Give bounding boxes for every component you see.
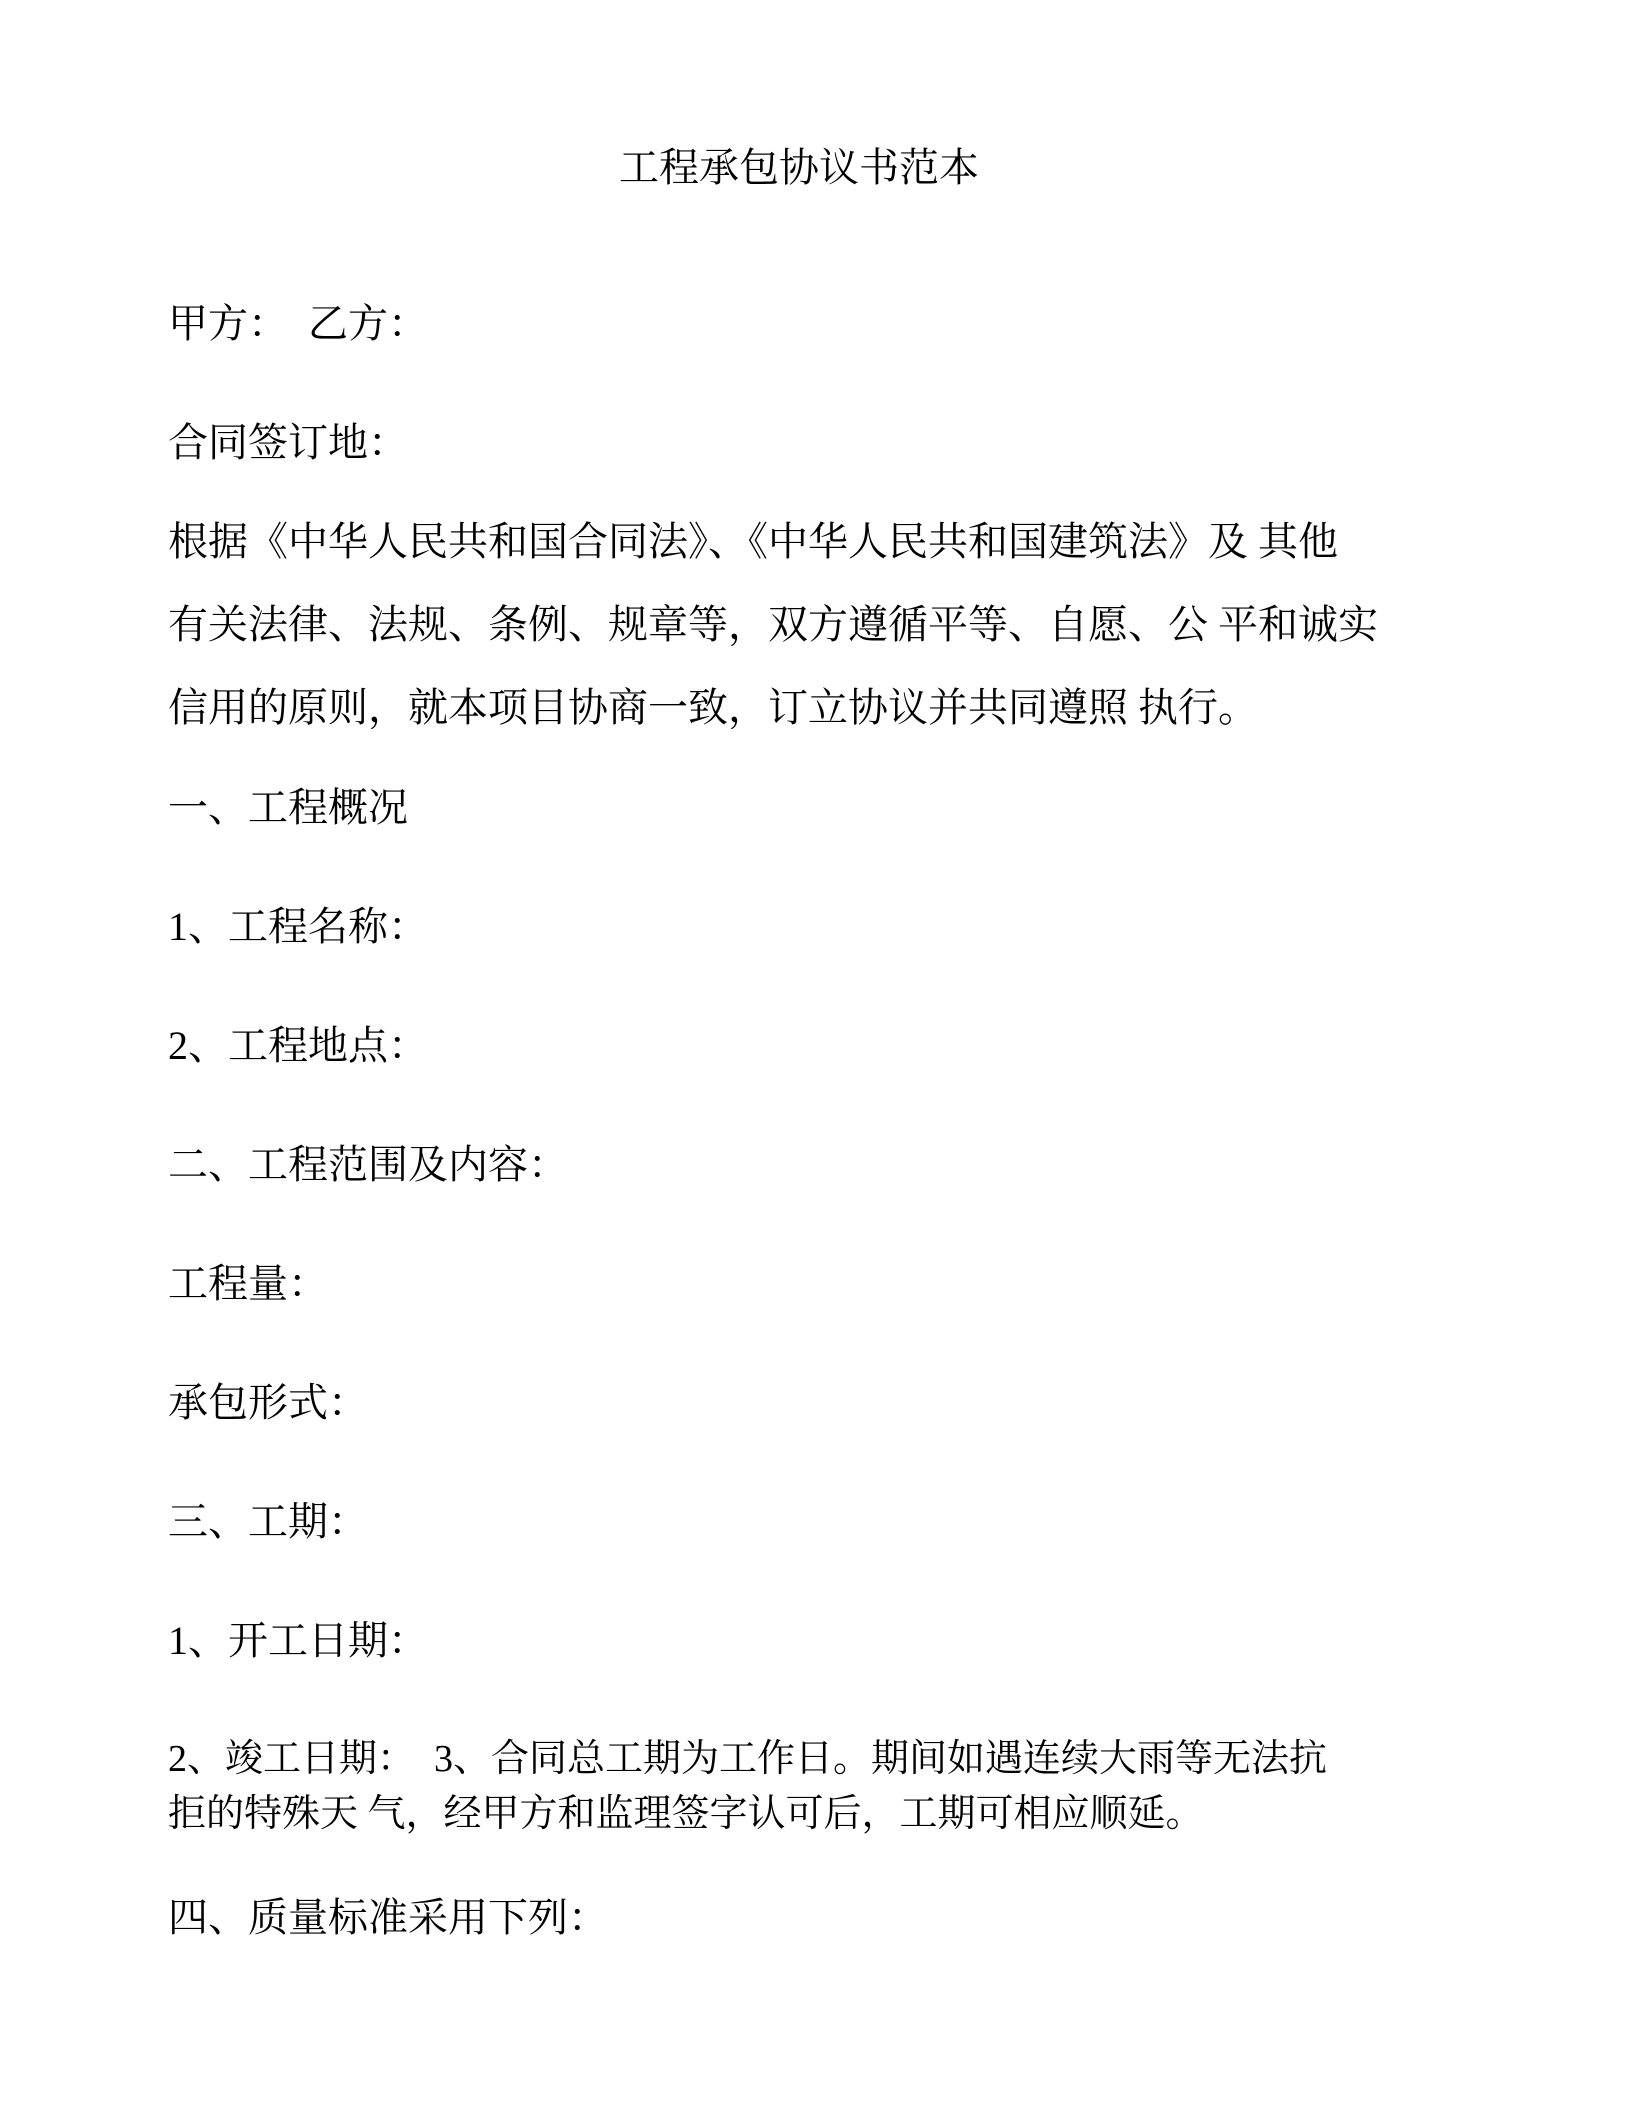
paragraph-line: 有关法律、法规、条例、规章等，双方遵循平等、自愿、公 平和诚实	[168, 602, 1378, 647]
paragraph-line: 拒的特殊天 气，经甲方和监理签字认可后，工期可相应顺延。	[168, 1793, 1204, 1835]
paragraph-line: 根据《中华人民共和国合同法》、《中华人民共和国建筑法》及 其他	[168, 519, 1338, 564]
start-date-line: 1、开工日期：	[168, 1618, 428, 1663]
project-location-line: 2、工程地点：	[168, 1023, 428, 1068]
contracting-form-line: 承包形式：	[168, 1380, 368, 1425]
section-3-heading: 三、工期：	[168, 1499, 368, 1544]
document-title: 工程承包协议书范本	[619, 145, 979, 190]
party-a-b-line: 甲方： 乙方：	[168, 301, 428, 346]
completion-date-paragraph	[168, 1732, 1430, 1842]
section-2-heading: 二、工程范围及内容：	[168, 1142, 568, 1187]
work-quantity-line: 工程量：	[168, 1261, 328, 1306]
section-1-heading: 一、工程概况	[168, 785, 408, 830]
paragraph-line: 2、竣工日期： 3、合同总工期为工作日。期间如遇连续大雨等无法抗	[168, 1738, 1328, 1780]
contract-signing-place-line: 合同签订地：	[168, 420, 408, 465]
project-name-line: 1、工程名称：	[168, 904, 428, 949]
section-4-heading: 四、质量标准采用下列：	[168, 1895, 608, 1940]
paragraph-line: 信用的原则，就本项目协商一致，订立协议并共同遵照 执行。	[168, 685, 1258, 730]
legal-basis-paragraph	[168, 500, 1430, 749]
